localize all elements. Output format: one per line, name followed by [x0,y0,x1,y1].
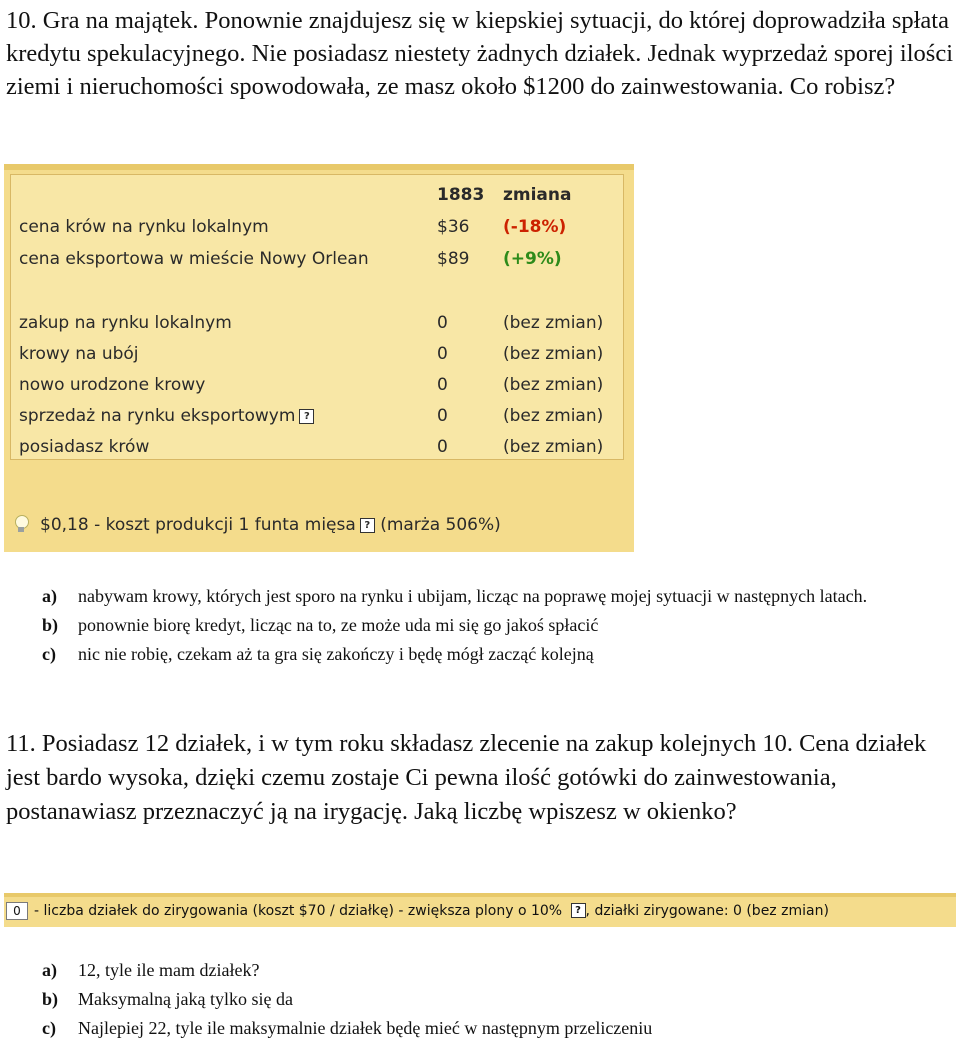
answer-letter: c) [42,1018,56,1038]
answer-text: ponownie biorę kredyt, licząc na to, ze może uda mi się go jakoś spłacić [78,615,599,635]
irrigation-count-input[interactable]: 0 [6,902,28,920]
answer-letter: b) [42,989,59,1009]
answer-text: Najlepiej 22, tyle ile maksymalnie działek będę mieć w następnym przeliczeniu [78,1018,653,1038]
row-label: zakup na rynku lokalnym [19,313,232,333]
row-change: (bez zmian) [503,344,604,364]
irrigation-strip [4,893,956,927]
row-label: nowo urodzone krowy [19,375,206,395]
help-icon[interactable]: ? [299,409,314,424]
row-label: posiadasz krów [19,437,150,457]
lightbulb-icon [14,515,28,533]
answer-option[interactable] [42,611,892,640]
answers-question-11 [42,956,942,1043]
header-change: zmiana [503,185,572,205]
answer-option[interactable] [42,1014,942,1043]
row-change: (+9%) [503,249,562,269]
answer-option[interactable] [42,582,892,611]
row-value: $89 [437,249,470,269]
question-11: 11. Posiadasz 12 działek, i w tym roku składasz zlecenie na zakup kolejnych 10. Cena działek jest bardo wysoka, dzięki czemu zostaje Ci pewna ilość gotówki do zainwestowania, postanawiasz przeznaczyć ją na irygację. Jaką liczbę wpiszesz w okienko? [6,730,927,825]
row-change: (bez zmian) [503,375,604,395]
help-icon[interactable]: ? [360,518,375,533]
answer-text: 12, tyle ile mam działek? [78,960,260,980]
answer-text: nabywam krowy, których jest sporo na rynku i ubijam, licząc na poprawę mojej sytuacji w następnych latach. [78,586,868,606]
row-label: krowy na ubój [19,344,139,364]
irrigation-text: - liczba działek do zirygowania (koszt $70 / działkę) - zwiększa plony o 10% [34,903,563,919]
question-10: 10. Gra na majątek. Ponownie znajdujesz się w kiepskiej sytuacji, do której doprowadziła spłata kredytu spekulacyjnego. Nie posiadasz niestety żadnych działek. Jednak wyprzedaż sporej ilości ziemi i nieruchomości spowodowała, ze masz około $1200 do zainwestowania. Co robisz? [6,7,954,100]
irrigation-status: , działki zirygowane: 0 (bez zmian) [585,903,829,919]
answer-text: nic nie robię, czekam aż ta gra się zakończy i będę mógł zacząć kolejną [78,644,594,664]
answer-letter: a) [42,960,57,980]
row-value: $36 [437,217,470,237]
answer-option[interactable] [42,985,942,1014]
row-change: (bez zmian) [503,406,604,426]
row-value: 0 [437,437,448,457]
answer-letter: c) [42,644,56,664]
production-cost-note [14,510,501,540]
row-label: sprzedaż na rynku eksportowym [19,406,296,426]
answer-option[interactable] [42,956,942,985]
production-cost-text: $0,18 - koszt produkcji 1 funta mięsa [40,515,356,535]
row-label: cena krów na rynku lokalnym [19,217,269,237]
row-value: 0 [437,406,448,426]
row-change: (-18%) [503,217,567,237]
answer-letter: a) [42,586,57,606]
row-value: 0 [437,375,448,395]
row-change: (bez zmian) [503,313,604,333]
answer-text: Maksymalną jaką tylko się da [78,989,293,1009]
header-year: 1883 [437,185,485,205]
margin-text: (marża 506%) [380,515,501,535]
row-label: cena eksportowa w mieście Nowy Orlean [19,249,369,269]
help-icon[interactable]: ? [571,903,586,918]
answers-question-10 [42,582,892,669]
answer-option[interactable] [42,640,892,669]
cattle-market-panel [4,164,634,552]
row-change: (bez zmian) [503,437,604,457]
row-value: 0 [437,344,448,364]
row-label-wrap [19,402,314,430]
answer-letter: b) [42,615,59,635]
row-value: 0 [437,313,448,333]
market-table [10,174,624,460]
